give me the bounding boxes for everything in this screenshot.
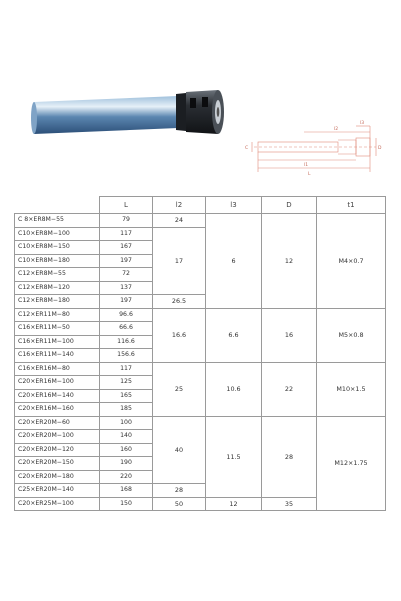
L-cell: 100	[100, 416, 153, 430]
L-cell: 168	[100, 484, 153, 498]
L-cell: 185	[100, 403, 153, 417]
l3-cell: 6	[206, 214, 262, 309]
header-model	[15, 197, 100, 214]
technical-drawing	[244, 120, 384, 180]
t1-cell: M12×1.75	[317, 416, 386, 511]
D-cell: 22	[262, 362, 317, 416]
L-cell: 125	[100, 376, 153, 390]
L-cell: 72	[100, 268, 153, 282]
model-cell: C16×ER11M−140	[15, 349, 100, 363]
model-cell: C10×ER8M−150	[15, 241, 100, 255]
L-cell: 190	[100, 457, 153, 471]
L-cell: 220	[100, 470, 153, 484]
L-cell: 156.6	[100, 349, 153, 363]
drawing-label-D: D	[378, 146, 382, 151]
table-row	[15, 362, 386, 376]
drawing-label-l1: l1	[304, 163, 309, 168]
l2-cell: 17	[153, 227, 206, 295]
L-cell: 197	[100, 254, 153, 268]
l3-cell: 11.5	[206, 416, 262, 497]
L-cell: 117	[100, 227, 153, 241]
L-cell: 197	[100, 295, 153, 309]
model-cell: C16×ER11M−50	[15, 322, 100, 336]
D-cell: 12	[262, 214, 317, 309]
L-cell: 160	[100, 443, 153, 457]
model-cell: C25×ER20M−140	[15, 484, 100, 498]
l3-cell: 6.6	[206, 308, 262, 362]
D-cell: 28	[262, 416, 317, 497]
header-t1: t1	[317, 197, 386, 214]
L-cell: 117	[100, 362, 153, 376]
model-cell: C20×ER20M−100	[15, 430, 100, 444]
model-cell: C10×ER8M−180	[15, 254, 100, 268]
model-cell: C12×ER11M−80	[15, 308, 100, 322]
L-cell: 137	[100, 281, 153, 295]
model-cell: C10×ER8M−100	[15, 227, 100, 241]
l2-cell: 25	[153, 362, 206, 416]
model-cell: C20×ER20M−150	[15, 457, 100, 471]
t1-cell: M4×0.7	[317, 214, 386, 309]
t1-cell: M10×1.5	[317, 362, 386, 416]
header-D: D	[262, 197, 317, 214]
model-cell: C16×ER16M−80	[15, 362, 100, 376]
drawing-label-l3: l3	[360, 121, 365, 126]
table-row	[15, 416, 386, 430]
l2-cell: 28	[153, 484, 206, 498]
t1-cell: M5×0.8	[317, 308, 386, 362]
model-cell: C20×ER16M−160	[15, 403, 100, 417]
model-cell: C20×ER20M−180	[15, 470, 100, 484]
model-cell: C12×ER8M−120	[15, 281, 100, 295]
spec-table	[14, 196, 386, 511]
table-row	[15, 214, 386, 228]
L-cell: 140	[100, 430, 153, 444]
model-cell: C 8×ER8M−55	[15, 214, 100, 228]
l2-cell: 50	[153, 497, 206, 511]
D-cell: 16	[262, 308, 317, 362]
table-header-row	[15, 197, 386, 214]
drawing-label-C: C	[245, 146, 249, 151]
model-cell: C20×ER20M−60	[15, 416, 100, 430]
header-l2: l2	[153, 197, 206, 214]
model-cell: C12×ER8M−55	[15, 268, 100, 282]
header-l3: l3	[206, 197, 262, 214]
l2-cell: 16.6	[153, 308, 206, 362]
model-cell: C20×ER16M−100	[15, 376, 100, 390]
D-cell: 35	[262, 497, 317, 511]
l2-cell: 26.5	[153, 295, 206, 309]
L-cell: 79	[100, 214, 153, 228]
l2-cell: 24	[153, 214, 206, 228]
model-cell: C16×ER11M−100	[15, 335, 100, 349]
l3-cell: 12	[206, 497, 262, 511]
drawing-label-l2: l2	[334, 127, 339, 132]
L-cell: 150	[100, 497, 153, 511]
l3-cell: 10.6	[206, 362, 262, 416]
model-cell: C20×ER16M−140	[15, 389, 100, 403]
L-cell: 66.6	[100, 322, 153, 336]
model-cell: C12×ER8M−180	[15, 295, 100, 309]
collet-chuck-photo	[28, 88, 234, 146]
l2-cell: 40	[153, 416, 206, 484]
drawing-label-L: L	[308, 172, 311, 177]
table-row	[15, 308, 386, 322]
model-cell: C20×ER25M−100	[15, 497, 100, 511]
L-cell: 116.6	[100, 335, 153, 349]
L-cell: 165	[100, 389, 153, 403]
L-cell: 96.6	[100, 308, 153, 322]
L-cell: 167	[100, 241, 153, 255]
header-L: L	[100, 197, 153, 214]
model-cell: C20×ER20M−120	[15, 443, 100, 457]
